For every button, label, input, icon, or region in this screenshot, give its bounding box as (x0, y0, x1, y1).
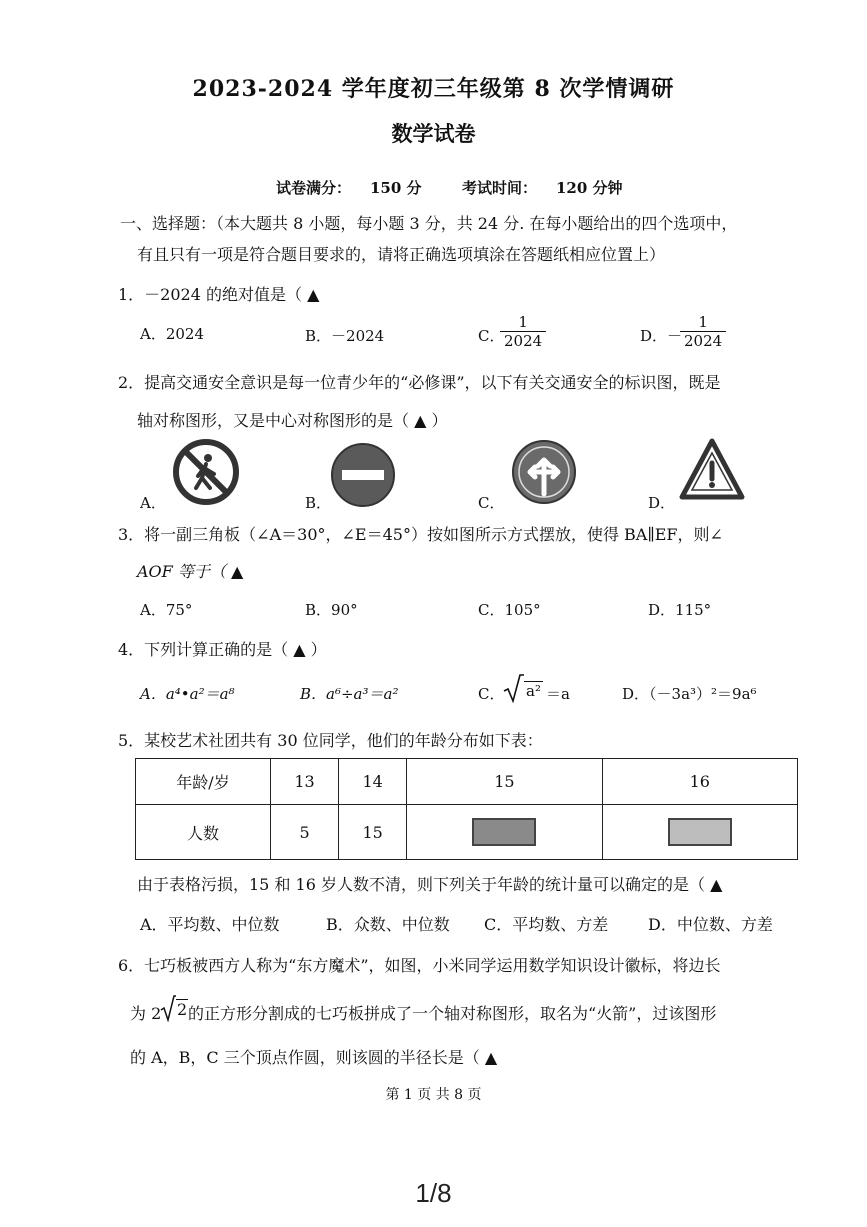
q4-option-c-label: C． (478, 685, 505, 703)
q3-option-a: A．75° (140, 601, 193, 619)
q5-option-d: D．中位数、方差 (648, 915, 773, 934)
q4-option-d: D．（－3a³）²＝9a⁶ (622, 685, 757, 703)
table-cell: 16 (602, 759, 797, 805)
q5-option-a: A．平均数、中位数 (140, 915, 280, 934)
table-header-age: 年龄/岁 (136, 759, 271, 805)
q2-stem-line1: 2．提高交通安全意识是每一位青少年的“必修课”，以下有关交通安全的标识图，既是 (118, 373, 721, 392)
q4-stem: 4．下列计算正确的是（ ▲ ） (118, 640, 327, 659)
straight-or-left-arrow-sign-icon (510, 438, 578, 506)
q2-option-a-label: A． (140, 494, 166, 512)
q3-option-c: C．105° (478, 601, 541, 619)
exam-subject: 数学试卷 (391, 121, 476, 146)
q5-stem: 5．某校艺术社团共有 30 位同学，他们的年龄分布如下表： (118, 731, 543, 750)
q1-c-denominator: 2024 (500, 331, 546, 350)
q1-option-c-fraction (500, 313, 546, 350)
q5-option-b: B．众数、中位数 (326, 915, 450, 934)
q1-d-numerator: 1 (698, 313, 708, 331)
q2-option-d-label: D． (648, 494, 676, 512)
q3-option-d: D．115° (648, 601, 712, 619)
table-cell: 15 (407, 759, 602, 805)
q1-option-c-label: C． (478, 327, 505, 345)
smudge-mark (472, 818, 536, 846)
q1-stem: 1．－2024 的绝对值是（ ▲ (118, 285, 320, 304)
q1-c-numerator: 1 (518, 313, 528, 331)
exam-title: 2023-2024 学年度初三年级第 8 次学情调研 (192, 76, 675, 102)
q4-option-c-tail: ＝a (546, 685, 570, 703)
q1-option-d-fraction (680, 313, 726, 350)
q1-option-b: B．－2024 (305, 327, 385, 345)
q3-stem-line2: AOF 等于（ ▲ (137, 562, 244, 581)
age-distribution-table (135, 758, 798, 860)
square-root-icon (502, 673, 524, 703)
no-pedestrians-sign-icon (172, 438, 240, 506)
q4-option-c-radicand: a² (526, 682, 541, 700)
square-root-icon (160, 994, 176, 1022)
q4-option-a: A．a⁴•a²＝a⁸ (140, 685, 235, 703)
table-cell-smudged (602, 805, 797, 860)
table-header-count: 人数 (136, 805, 271, 860)
q6-line1: 6．七巧板被西方人称为“东方魔术”，如图，小米同学运用数学知识设计徽标，将边长 (118, 956, 721, 975)
q6-line2-start: 为 2 (130, 1004, 162, 1023)
q6-line3: 的 A，B，C 三个顶点作圆，则该圆的半径长是（ ▲ (130, 1048, 498, 1067)
time-value: 120 分钟 (556, 179, 623, 197)
section1-instruction-line2: 有且只有一项是符合题目要求的，请将正确选项填涂在答题纸相应位置上） (137, 245, 666, 264)
q3-option-b: B．90° (305, 601, 358, 619)
q3-stem-line1: 3．将一副三角板（∠A＝30°，∠E＝45°）按如图所示方式摆放，使得 BA∥EF，则∠ (118, 525, 723, 544)
table-cell-smudged (407, 805, 602, 860)
q2-option-c-label: C． (478, 494, 505, 512)
q5-follow-text: 由于表格污损，15 和 16 岁人数不清，则下列关于年龄的统计量可以确定的是（ ▲ (137, 875, 723, 894)
score-label: 试卷满分： (276, 179, 352, 197)
page-indicator: 1/8 (415, 1178, 452, 1208)
q2-option-b-label: B． (305, 494, 332, 512)
table-row (136, 805, 798, 860)
table-cell: 5 (271, 805, 339, 860)
q5-option-c: C．平均数、方差 (484, 915, 609, 934)
table-cell: 14 (339, 759, 407, 805)
section1-instruction-line1: 一、选择题：（本大题共 8 小题，每小题 3 分，共 24 分. 在每小题给出的四个选项中， (120, 214, 738, 233)
table-row (136, 759, 798, 805)
time-label: 考试时间： (462, 179, 538, 197)
warning-triangle-sign-icon (678, 437, 746, 501)
q2-stem-line2: 轴对称图形，又是中心对称图形的是（ ▲ ） (137, 411, 448, 430)
no-entry-sign-icon (330, 442, 396, 508)
q1-d-denominator: 2024 (680, 331, 726, 350)
smudge-mark (668, 818, 732, 846)
q1-option-d-label: D．－ (640, 327, 683, 345)
page-footer: 第 1 页 共 8 页 (385, 1087, 482, 1103)
table-cell: 13 (271, 759, 339, 805)
q6-line2-end: 的正方形分割成的七巧板拼成了一个轴对称图形，取名为“火箭”，过该图形 (188, 1004, 717, 1023)
q6-line2-radicand: 2 (177, 1000, 188, 1019)
q1-option-a: A．2024 (140, 325, 205, 343)
q4-option-b: B．a⁶÷a³＝a² (300, 685, 399, 703)
score-value: 150 分 (370, 179, 422, 197)
table-cell: 15 (339, 805, 407, 860)
